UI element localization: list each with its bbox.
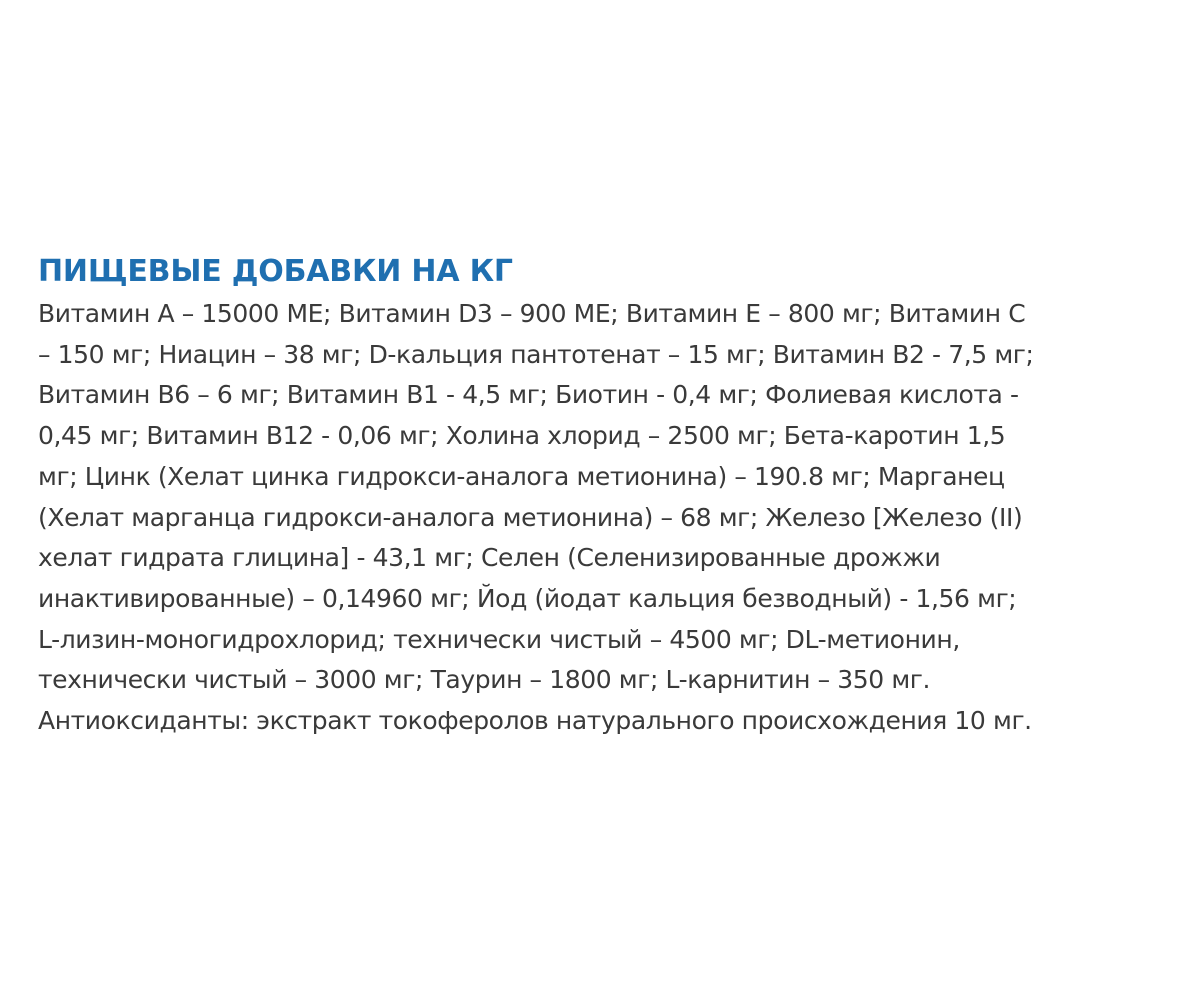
text-line: Витамин А – 15000 МЕ; Витамин D3 – 900 МЕ; Витамин Е – 800 мг; Витамин С <box>38 299 1026 328</box>
text-line: технически чистый – 3000 мг; Таурин – 1800 мг; L-карнитин – 350 мг. <box>38 665 931 695</box>
supplements-text <box>38 294 1188 742</box>
text-line: хелат гидрата глицина] - 43,1 мг; Селен (Селенизированные дрожжи <box>38 543 941 573</box>
text-line: – 150 мг; Ниацин – 38 мг; D-кальция пантотенат – 15 мг; Витамин В2 - 7,5 мг; <box>38 339 1034 369</box>
supplements-section <box>38 250 1188 742</box>
section-heading: ПИЩЕВЫЕ ДОБАВКИ НА КГ <box>38 254 513 289</box>
text-line: мг; Цинк (Хелат цинка гидрокси-аналога метионина) – 190.8 мг; Марганец <box>38 461 1005 491</box>
text-line: Витамин В6 – 6 мг; Витамин В1 - 4,5 мг; Биотин - 0,4 мг; Фолиевая кислота - <box>38 380 1019 410</box>
text-line: 0,45 мг; Витамин В12 - 0,06 мг; Холина хлорид – 2500 мг; Бета-каротин 1,5 <box>38 421 1006 451</box>
text-line: Антиоксиданты: экстракт токоферолов натурального происхождения 10 мг. <box>38 706 1032 736</box>
text-line: инактивированные) – 0,14960 мг; Йод (йодат кальция безводный) - 1,56 мг; <box>38 583 1017 613</box>
text-line: L-лизин-моногидрохлорид; технически чистый – 4500 мг; DL-метионин, <box>38 624 960 654</box>
text-line: (Хелат марганца гидрокси-аналога метионина) – 68 мг; Железо [Железо (II) <box>38 502 1023 532</box>
